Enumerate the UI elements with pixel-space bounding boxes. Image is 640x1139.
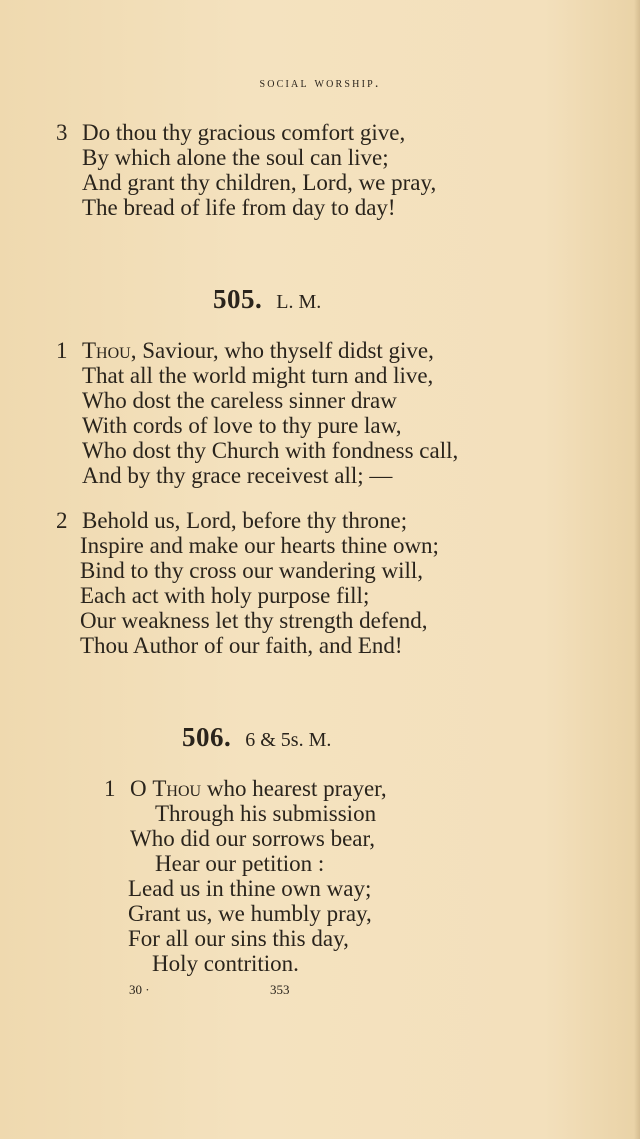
hymn-line: Our weakness let thy strength defend, [80, 608, 428, 633]
hymn-line: Who dost the careless sinner draw [82, 388, 397, 413]
hymn-line: Lead us in thine own way; [128, 876, 372, 901]
hymn-line: With cords of love to thy pure law, [82, 413, 402, 438]
hymn-meter: 6 & 5s. M. [245, 729, 332, 751]
hymn-line: Who did our sorrows bear, [130, 826, 375, 851]
hymn-meter: L. M. [276, 291, 322, 313]
hymn-line-rest: who hearest prayer, [201, 776, 387, 801]
hymn-line-pre: O [130, 776, 153, 801]
hymn-title [213, 284, 321, 315]
hymn-line: By which alone the soul can live; [82, 145, 389, 170]
page-edge-shadow [634, 0, 640, 1139]
drop-word: Thou [152, 776, 202, 801]
hymn-line [82, 338, 434, 363]
hymn-line-rest: Saviour, who thyself didst give, [136, 338, 434, 363]
hymn-line [130, 776, 387, 801]
hymn-line: Through his submission [155, 801, 377, 826]
hymn-number: 506. [182, 722, 232, 752]
page-number: 353 [270, 982, 290, 997]
hymn-line: That all the world might turn and live, [82, 363, 434, 388]
hymn-line: Inspire and make our hearts thine own; [80, 533, 439, 558]
hymn-line: For all our sins this day, [128, 926, 349, 951]
hymn-line: Holy contrition. [152, 951, 299, 976]
verse-number: 1 [56, 338, 68, 363]
hymn-title [182, 722, 331, 753]
hymn-line: And by thy grace receivest all; — [82, 463, 393, 488]
signature-mark: 30 · [129, 982, 150, 997]
running-header: social worship. [259, 76, 381, 91]
hymn-line: Each act with holy purpose fill; [80, 583, 370, 608]
hymn-line: And grant thy children, Lord, we pray, [82, 170, 437, 195]
verse-number: 1 [104, 776, 116, 801]
hymn-line: Bind to thy cross our wandering will, [80, 558, 424, 583]
drop-word: Thou, [82, 338, 137, 363]
hymn-line: Behold us, Lord, before thy throne; [82, 508, 408, 533]
hymn-line: Who dost thy Church with fondness call, [82, 438, 459, 463]
hymn-number: 505. [213, 284, 263, 314]
verse-number: 2 [56, 508, 68, 533]
hymn-line: Do thou thy gracious comfort give, [82, 120, 406, 145]
verse-number: 3 [56, 120, 68, 145]
hymn-line: Thou Author of our faith, and End! [80, 633, 403, 658]
hymn-line: Hear our petition : [155, 851, 325, 876]
hymn-line: Grant us, we humbly pray, [128, 901, 372, 926]
hymn-line: The bread of life from day to day! [82, 195, 396, 220]
